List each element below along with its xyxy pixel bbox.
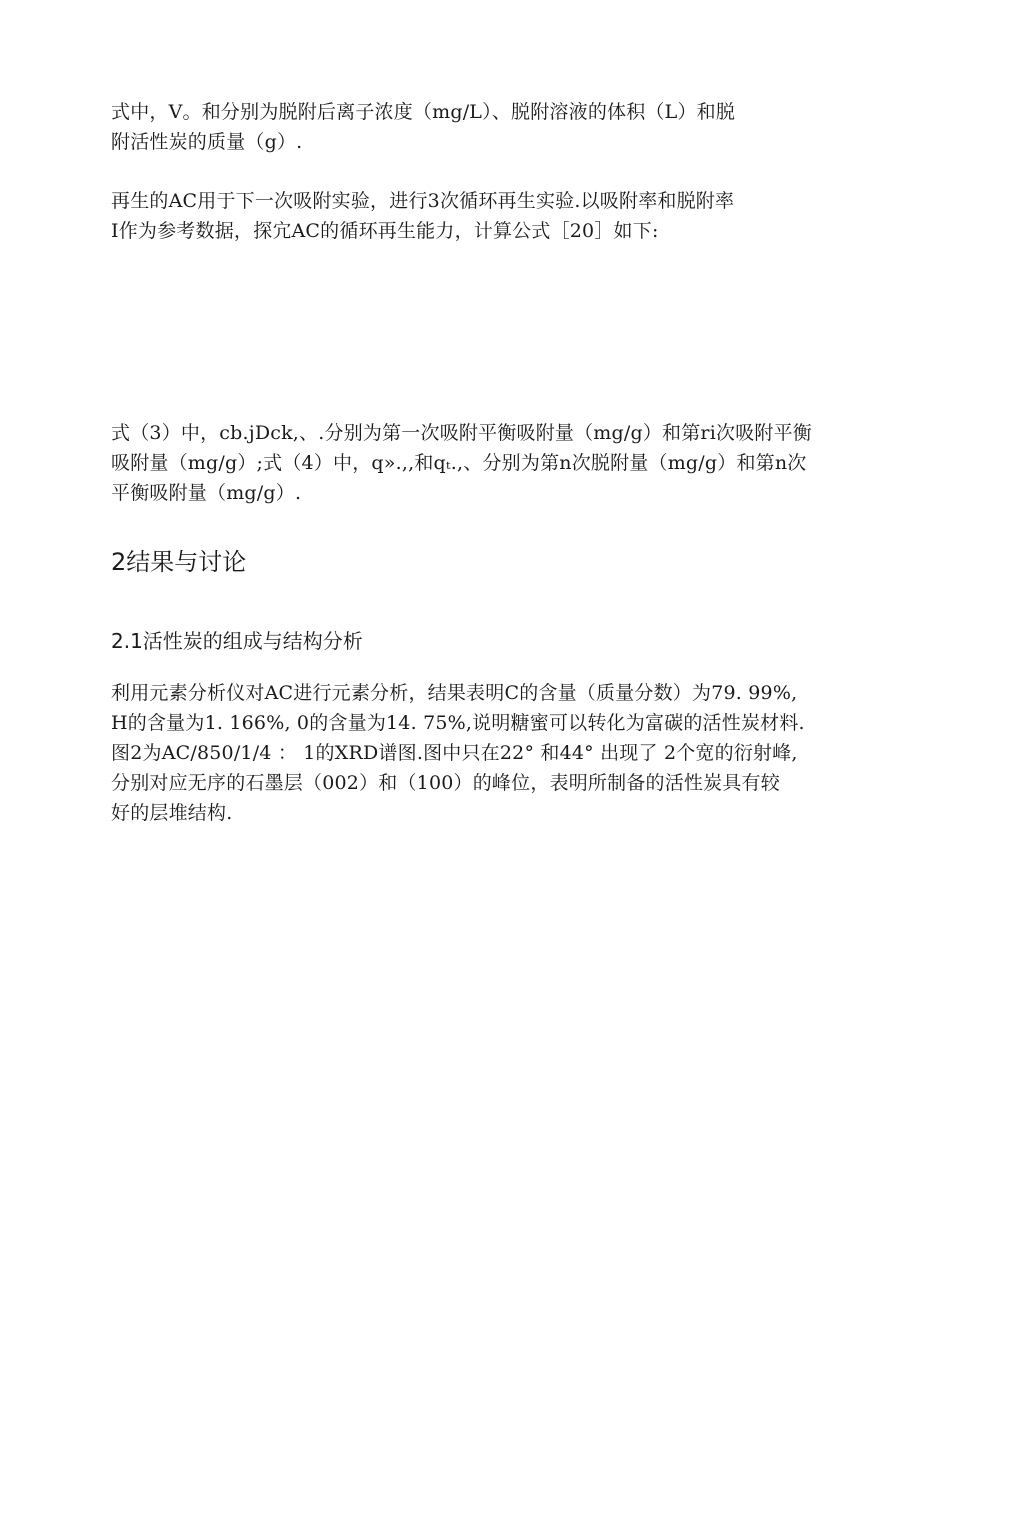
subsection-heading: 2.1活性炭的组成与结构分析 <box>111 629 363 653</box>
text-line: H的含量为1. 166%, 0的含量为14. 75%,说明糖蜜可以转化为富碳的活性炭材料. <box>111 712 805 734</box>
text-line: 式中，V。和分别为脱附后离子浓度（mg/L）、脱附溶液的体积（L）和脱 <box>111 101 736 123</box>
section-heading: 2结果与讨论 <box>111 548 247 576</box>
paragraph-desorption-definitions <box>111 97 931 157</box>
text-line: I作为参考数据，探宂AC的循环再生能力，计算公式［20］如下: <box>111 220 659 242</box>
paragraph-composition-analysis <box>111 678 931 828</box>
text-line: 再生的AC用于下一次吸附实验，进行3次循环再生实验.以吸附率和脱附率 <box>111 190 735 212</box>
text-line: 图2为AC/850/1/4 ： 1的XRD谱图.图中只在22° 和44° 出现了 2个宽的衍射峰, <box>111 742 798 764</box>
text-line: 式（3）中，cb.jDck,、.分别为第一次吸附平衡吸附量（mg/g）和第ri次吸附平衡 <box>111 422 812 444</box>
formula-placeholder-area <box>111 262 891 412</box>
text-line: 分别对应无序的石墨层（002）和（100）的峰位，表明所制备的活性炭具有较 <box>111 772 780 794</box>
text-line: 吸附量（mg/g）;式（4）中，q».,,和qₜ.,、分别为第n次脱附量（mg/g）和第n次 <box>111 452 807 474</box>
text-line: 利用元素分析仪对AC进行元素分析，结果表明C的含量（质量分数）为79. 99%, <box>111 682 798 704</box>
paragraph-formula-variables <box>111 418 931 508</box>
paragraph-regeneration-intro <box>111 186 931 246</box>
text-line: 平衡吸附量（mg/g）. <box>111 482 302 504</box>
text-line: 好的层堆结构. <box>111 802 233 824</box>
text-line: 附活性炭的质量（g）. <box>111 131 303 153</box>
